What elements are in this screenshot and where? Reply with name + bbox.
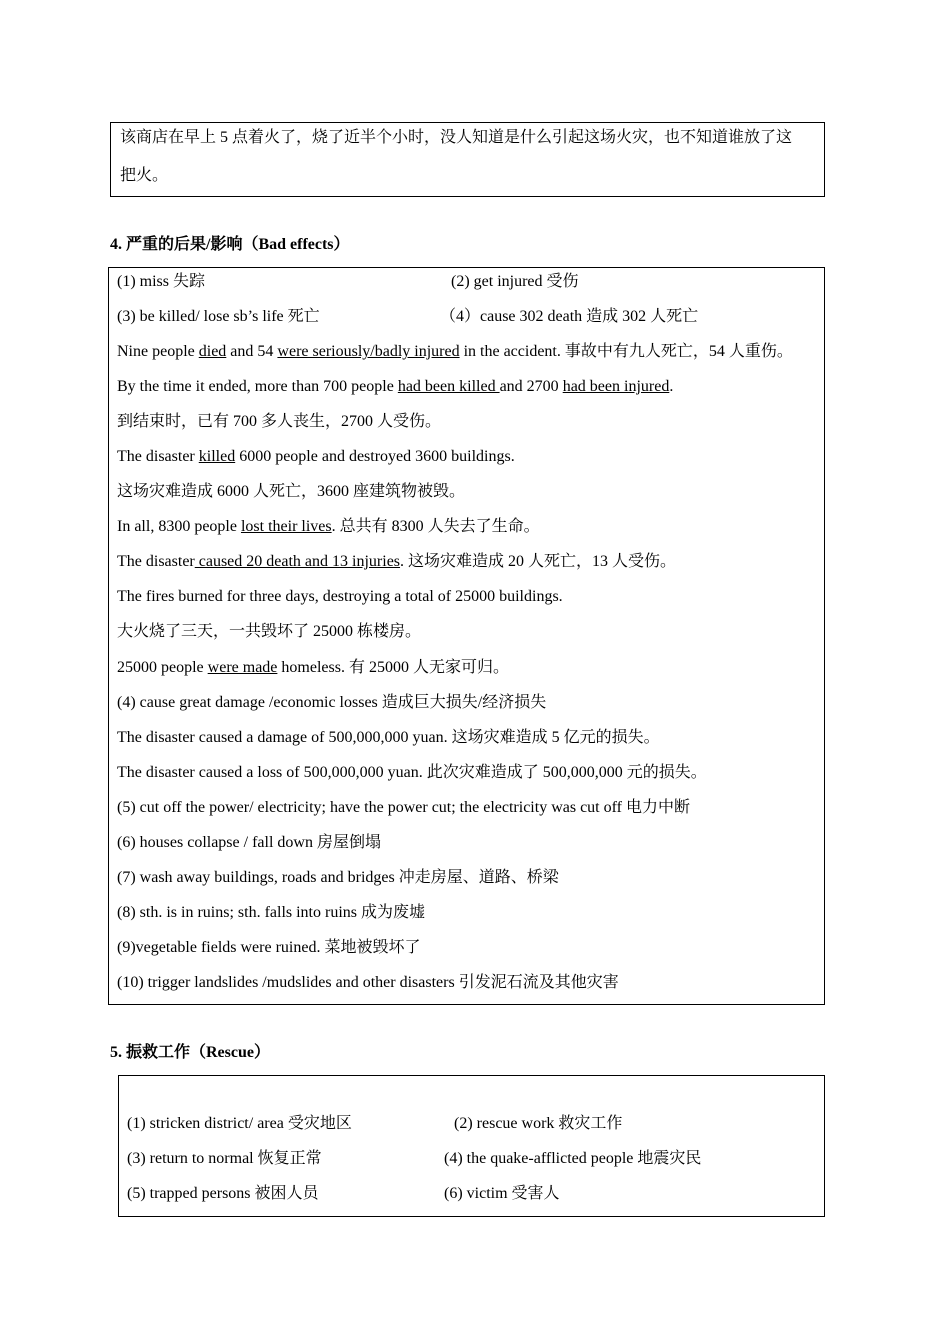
item-wash-away: (7) wash away buildings, roads and bridges 冲走房屋、道路、桥梁 [117,869,559,886]
item-injured: (2) get injured 受伤 [451,273,579,290]
item-killed: (3) be killed/ lose sb’s life 死亡 [117,308,320,325]
rescue-return-normal: (3) return to normal 恢复正常 [127,1150,322,1167]
intro-line-1: 该商店在早上 5 点着火了，烧了近半个小时，没人知道是什么引起这场火灾，也不知道谁放了这 [120,129,793,146]
section4-heading: 4. 严重的后果/影响（Bad effects） [110,236,350,253]
rescue-quake-afflicted: (4) the quake-afflicted people 地震灾民 [444,1150,702,1167]
item-miss: (1) miss 失踪 [117,273,206,290]
sentence-loss: The disaster caused a loss of 500,000,000 yuan. 此次灾难造成了 500,000,000 元的损失。 [117,764,707,781]
sentence-killed-6000: The disaster killed 6000 people and destroyed 3600 buildings. [117,448,515,465]
rescue-victim: (6) victim 受害人 [444,1185,560,1202]
sentence-homeless: 25000 people were made homeless. 有 25000 人无家可归。 [117,659,509,676]
item-vegetable-fields: (9)vegetable fields were ruined. 菜地被毁坏了 [117,939,421,956]
sentence-caused-20: The disaster caused 20 death and 13 injuries. 这场灾难造成 20 人死亡，13 人受伤。 [117,553,677,570]
rescue-trapped-persons: (5) trapped persons 被困人员 [127,1185,319,1202]
sentence-in-all: In all, 8300 people lost their lives. 总共有 8300 人失去了生命。 [117,518,540,535]
rescue-rescue-work: (2) rescue work 救灾工作 [454,1115,623,1132]
sentence-fires-burned-cn: 大火烧了三天，一共毁坏了 25000 栋楼房。 [117,623,422,640]
item-houses-collapse: (6) houses collapse / fall down 房屋倒塌 [117,834,381,851]
sentence-by-the-time: By the time it ended, more than 700 people had been killed and 2700 had been injured. [117,378,674,395]
section5-heading: 5. 振救工作（Rescue） [110,1044,270,1061]
item-great-damage: (4) cause great damage /economic losses 造成巨大损失/经济损失 [117,694,547,711]
item-landslides: (10) trigger landslides /mudslides and other disasters 引发泥石流及其他灾害 [117,974,619,991]
item-ruins: (8) sth. is in ruins; sth. falls into ruins 成为废墟 [117,904,426,921]
sentence-damage: The disaster caused a damage of 500,000,000 yuan. 这场灾难造成 5 亿元的损失。 [117,729,660,746]
sentence-by-the-time-cn: 到结束时，已有 700 多人丧生，2700 人受伤。 [117,413,442,430]
sentence-killed-6000-cn: 这场灾难造成 6000 人死亡，3600 座建筑物被毁。 [117,483,466,500]
item-cause-death: （4）cause 302 death 造成 302 人死亡 [440,308,699,325]
rescue-stricken-district: (1) stricken district/ area 受灾地区 [127,1115,352,1132]
sentence-nine-people: Nine people died and 54 were seriously/badly injured in the accident. 事故中有九人死亡，54 人重伤。 [117,343,793,360]
item-power-cut: (5) cut off the power/ electricity; have the power cut; the electricity was cut off 电力中断 [117,799,690,816]
intro-line-2: 把火。 [120,167,169,184]
sentence-fires-burned: The fires burned for three days, destroying a total of 25000 buildings. [117,588,563,605]
